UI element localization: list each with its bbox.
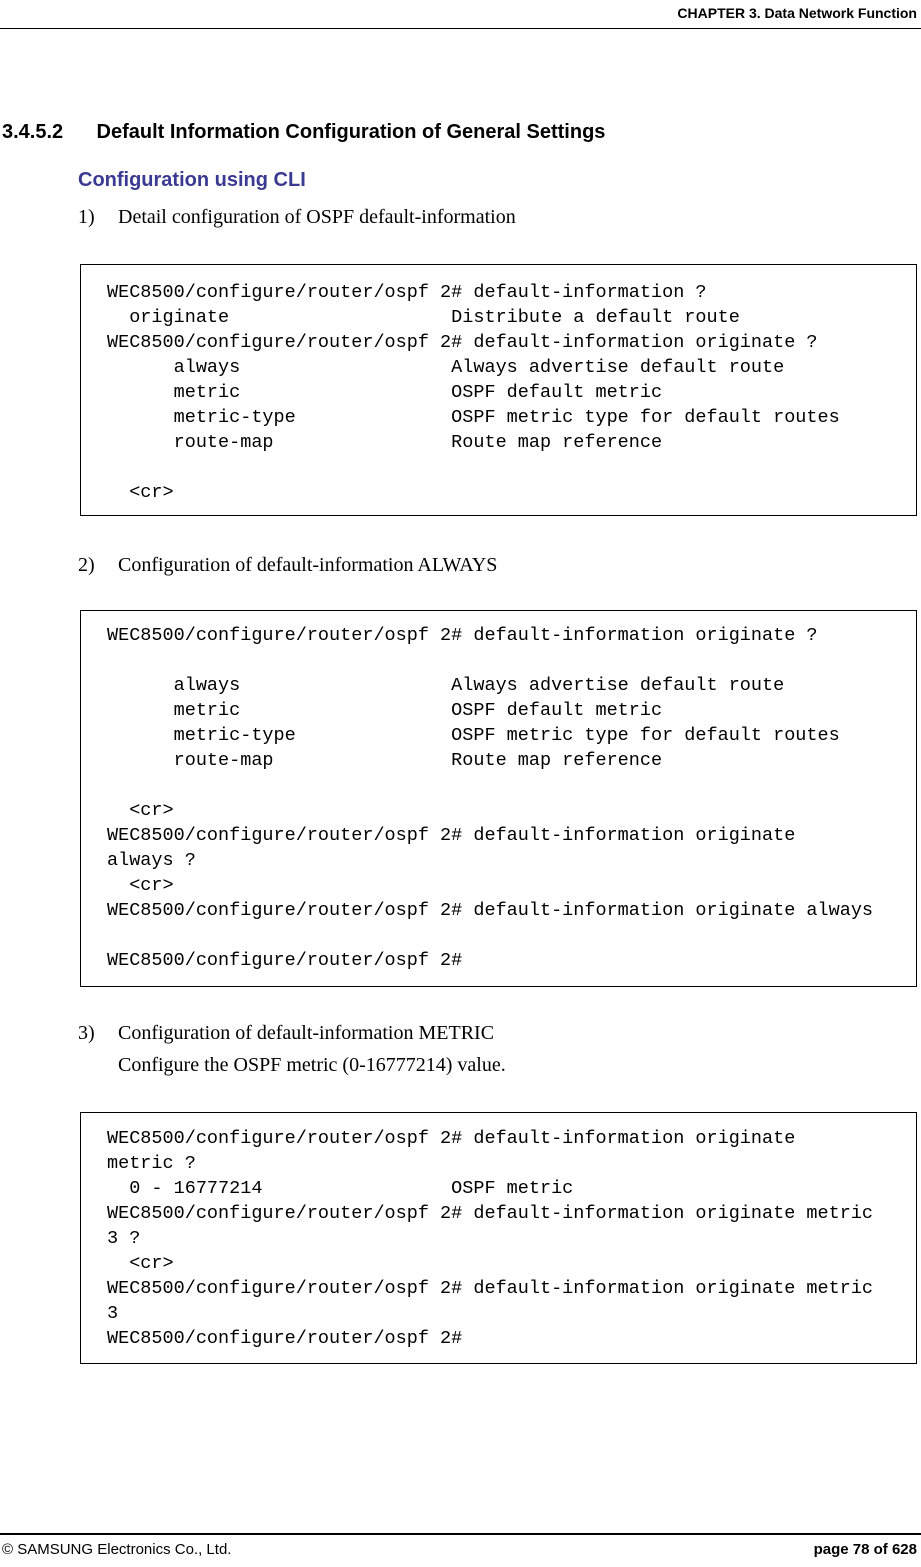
- item-number: 2): [78, 554, 95, 576]
- section-title: Default Information Configuration of General Settings: [96, 121, 606, 143]
- page-number: page 78 of 628: [813, 1541, 917, 1558]
- section-number: 3.4.5.2: [2, 121, 64, 143]
- subheading: Configuration using CLI: [78, 169, 306, 191]
- copyright: © SAMSUNG Electronics Co., Ltd.: [2, 1541, 232, 1558]
- section-heading: [2, 121, 605, 144]
- page-footer: [0, 1533, 921, 1567]
- code-block: [80, 1112, 917, 1364]
- code-block: [80, 264, 917, 516]
- chapter-title: CHAPTER 3. Data Network Function: [677, 5, 917, 21]
- code-text: WEC8500/configure/router/ospf 2# default-information originate ? always Always advertise default route metric OSPF default metric metric-type OSPF metric type for default routes route-map Route map reference <cr> WEC8500/configure/router/ospf 2# default-information originate always ? <cr> WEC8500/configure/router/ospf 2# default-information originate always WEC8500/configure/router/ospf 2#: [107, 625, 874, 971]
- code-text: WEC8500/configure/router/ospf 2# default-information ? originate Distribute a default route WEC8500/configure/router/ospf 2# default-information originate ? always Always advertise default route metric OSPF default metric metric-type OSPF metric type for default routes route-map Route map reference <cr>: [107, 282, 840, 503]
- item-description: Configure the OSPF metric (0-16777214) value.: [118, 1054, 506, 1076]
- code-text: WEC8500/configure/router/ospf 2# default-information originate metric ? 0 - 16777214 OSPF metric WEC8500/configure/router/ospf 2# default-information originate metric 3 ? <cr> WEC8500/configure/router/ospf 2# default-information originate metric 3 WEC8500/configure/router/ospf 2#: [107, 1128, 874, 1349]
- item-number: 3): [78, 1022, 95, 1044]
- page-header: [0, 0, 921, 29]
- item-number: 1): [78, 206, 95, 228]
- item-text: Configuration of default-information METRIC: [118, 1022, 495, 1044]
- item-text: Configuration of default-information ALWAYS: [118, 554, 498, 576]
- item-text: Detail configuration of OSPF default-information: [118, 206, 516, 228]
- code-block: [80, 610, 917, 987]
